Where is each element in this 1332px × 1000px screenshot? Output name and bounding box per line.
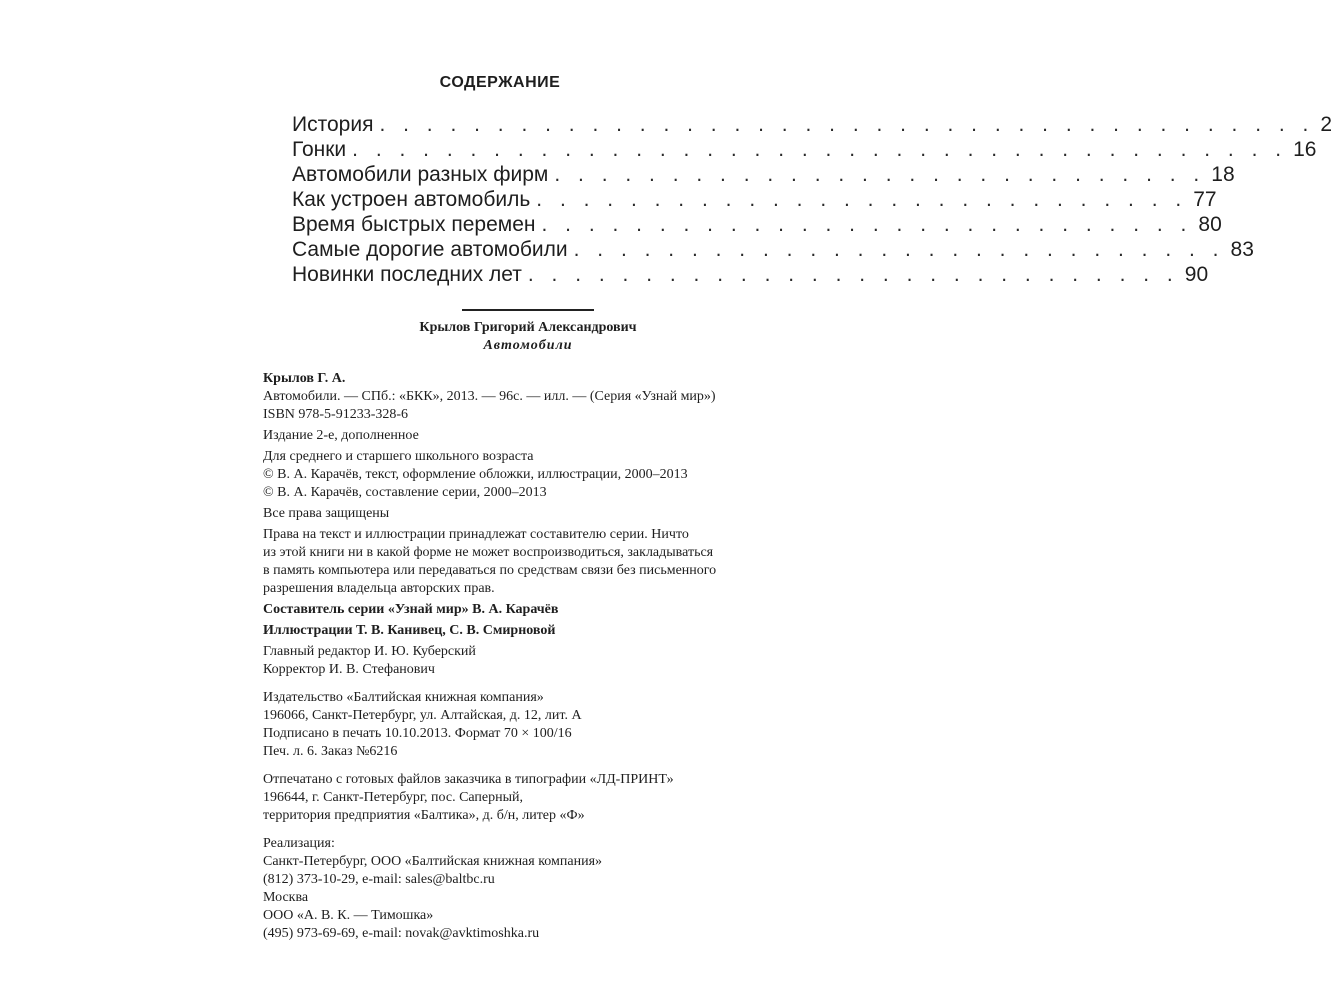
rights-text-line: разрешения владельца авторских прав. bbox=[263, 581, 495, 596]
toc-leader-dots: . . . . . . . . . . . . . . . . . . . . . . . . . . . . . . . . . . . . . . . . bbox=[352, 138, 1288, 161]
toc-leader-dots: . . . . . . . . . . . . . . . . . . . . . . . . . . . . bbox=[554, 163, 1206, 186]
toc-entry-page: 77 bbox=[1193, 188, 1217, 211]
toc-leader-dots: . . . . . . . . . . . . . . . . . . . . . . . . . . . . . . . . . . . . . . . . bbox=[379, 113, 1315, 136]
toc-entry-label: Как устроен автомобиль bbox=[292, 188, 531, 211]
toc-entry-label: Самые дорогие автомобили bbox=[292, 238, 568, 261]
toc-entry-page: 18 bbox=[1211, 163, 1235, 186]
rights-text-line: из этой книги ни в какой форме не может воспроизводиться, закладываться bbox=[263, 545, 714, 560]
sales-line: (812) 373-10-29, e-mail: sales@baltbc.ru bbox=[263, 872, 495, 887]
sales-line: Москва bbox=[263, 890, 309, 905]
toc-entry-label: История bbox=[292, 113, 374, 136]
toc-entry-page: 80 bbox=[1198, 213, 1222, 236]
proofreader: Корректор И. В. Стефанович bbox=[263, 662, 435, 677]
rights-reserved: Все права защищены bbox=[263, 506, 390, 521]
toc-entry bbox=[292, 187, 1217, 212]
sales-line: ООО «А. В. К. — Тимошка» bbox=[263, 908, 434, 923]
edition: Издание 2-е, дополненное bbox=[263, 428, 419, 443]
audience: Для среднего и старшего школьного возраста bbox=[263, 449, 534, 464]
toc-entry bbox=[292, 262, 1209, 287]
toc-title: СОДЕРЖАНИЕ bbox=[439, 74, 561, 91]
rights-text-line: Права на текст и иллюстрации принадлежат составителю серии. Ничто bbox=[263, 527, 689, 542]
copyright-line: © В. А. Карачёв, составление серии, 2000–2013 bbox=[263, 485, 547, 500]
printer-line: территория предприятия «Балтика», д. б/н, литер «Ф» bbox=[263, 808, 585, 823]
toc-entry-label: Время быстрых перемен bbox=[292, 213, 536, 236]
toc-leader-dots: . . . . . . . . . . . . . . . . . . . . . . . . . . . . bbox=[536, 188, 1188, 211]
rights-text-line: в память компьютера или передаваться по средствам связи без письменного bbox=[263, 563, 717, 578]
book-title: Автомобили bbox=[483, 338, 573, 353]
toc-entry bbox=[292, 237, 1254, 262]
toc-entry-label: Гонки bbox=[292, 138, 347, 161]
sales-line: Санкт-Петербург, ООО «Балтийская книжная компания» bbox=[263, 854, 603, 869]
toc-entry-page: 90 bbox=[1184, 263, 1209, 286]
author-short: Крылов Г. А. bbox=[263, 371, 346, 386]
series-compiler: Составитель серии «Узнай мир» В. А. Карачёв bbox=[263, 602, 559, 617]
divider-rule bbox=[462, 309, 594, 311]
publisher-line: Подписано в печать 10.10.2013. Формат 70 × 100/16 bbox=[263, 726, 572, 741]
bibliographic-line: Автомобили. — СПб.: «БКК», 2013. — 96с. — илл. — (Серия «Узнай мир») bbox=[263, 389, 716, 404]
chief-editor: Главный редактор И. Ю. Куберский bbox=[263, 644, 476, 659]
toc-leader-dots: . . . . . . . . . . . . . . . . . . . . . . . . . . . . bbox=[541, 213, 1193, 236]
copyright-line: © В. А. Карачёв, текст, оформление обложки, иллюстрации, 2000–2013 bbox=[263, 467, 688, 482]
publisher-line: Печ. л. 6. Заказ №6216 bbox=[263, 744, 398, 759]
toc-leader-dots: . . . . . . . . . . . . . . . . . . . . . . . . . . . . bbox=[527, 263, 1179, 286]
toc-entry bbox=[292, 162, 1235, 187]
printer-line: Отпечатано с готовых файлов заказчика в типографии «ЛД-ПРИНТ» bbox=[263, 772, 674, 787]
toc-entry-page: 83 bbox=[1230, 238, 1254, 261]
toc-entry-label: Новинки последних лет bbox=[292, 263, 522, 286]
printer-line: 196644, г. Санкт-Петербург, пос. Саперный, bbox=[263, 790, 524, 805]
toc-entry bbox=[292, 212, 1222, 237]
imprint-block bbox=[263, 370, 783, 943]
illustrations-credit: Иллюстрации Т. В. Канивец, С. В. Смирновой bbox=[263, 623, 556, 638]
publisher-line: Издательство «Балтийская книжная компания» bbox=[263, 690, 544, 705]
toc-entry-page: 16 bbox=[1293, 138, 1317, 161]
author-name: Крылов Григорий Александрович bbox=[419, 320, 637, 335]
toc-entry-label: Автомобили разных фирм bbox=[292, 163, 549, 186]
table-of-contents bbox=[292, 112, 1332, 287]
toc-entry-page: 2 bbox=[1320, 113, 1332, 136]
publisher-line: 196066, Санкт-Петербург, ул. Алтайская, д. 12, лит. А bbox=[263, 708, 582, 723]
sales-line: (495) 973-69-69, e-mail: novak@avktimoshka.ru bbox=[263, 926, 540, 941]
sales-line: Реализация: bbox=[263, 836, 335, 851]
toc-entry bbox=[292, 137, 1317, 162]
isbn: ISBN 978-5-91233-328-6 bbox=[263, 407, 409, 422]
toc-entry bbox=[292, 112, 1332, 137]
toc-leader-dots: . . . . . . . . . . . . . . . . . . . . . . . . . . . . bbox=[573, 238, 1225, 261]
